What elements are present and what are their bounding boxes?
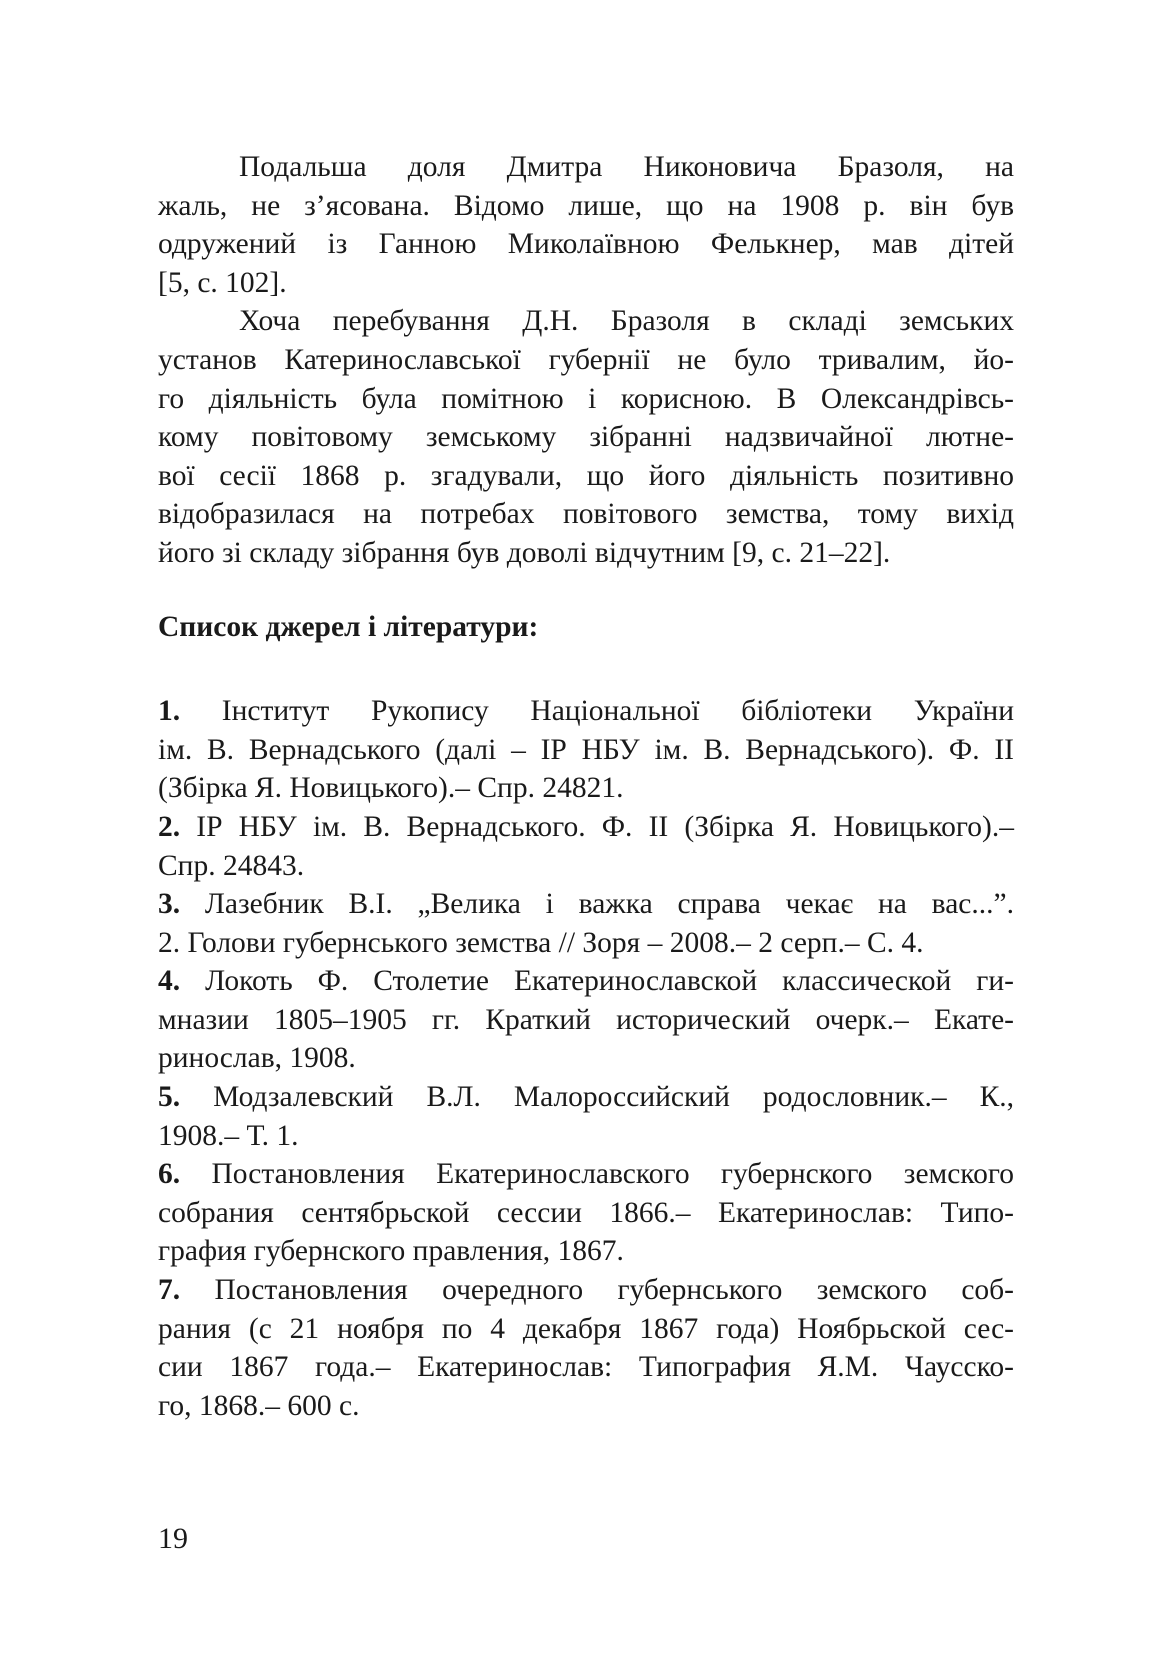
reference-number: 3. (158, 888, 181, 921)
text-line: 1908.– Т. 1. (158, 1119, 299, 1152)
reference-number: 7. (158, 1274, 181, 1307)
reference-item (158, 1155, 1014, 1271)
text-line: го, 1868.– 600 с. (158, 1389, 360, 1422)
text-line: 2. Голови губернського земства // Зоря – 2008.– 2 серп.– С. 4. (158, 926, 924, 959)
reference-text: Постановления очередного губернського земского соб- (180, 1274, 1014, 1307)
text-line: Подальша доля Дмитра Никоновича Бразоля, на (239, 151, 1014, 183)
reference-text: Модзалевский В.Л. Малороссийский родословник.– К., (180, 1081, 1014, 1114)
text-line: установ Катеринославської губернії не було тривалим, йо- (158, 343, 1014, 376)
body-paragraph (158, 148, 1014, 302)
reference-text: Лазебник В.І. „Велика і важка справа чекає на вас...”. (180, 888, 1014, 921)
reference-text: Інститут Рукопису Національної бібліотеки України (180, 695, 1014, 728)
text-line: вої сесії 1868 р. згадували, що його діяльність позитивно (158, 459, 1014, 492)
references-heading: Список джерел і літератури: (158, 610, 539, 643)
text-line: відобразилася на потребах повітового земства, тому вихід (158, 498, 1014, 531)
reference-item (158, 1271, 1014, 1425)
text-line: сии 1867 года.– Екатеринослав: Типография Я.М. Чаусско- (158, 1351, 1014, 1384)
reference-text: Постановления Екатеринославского губернского земского (180, 1158, 1014, 1191)
text-line: (Збірка Я. Новицького).– Спр. 24821. (158, 772, 624, 805)
text-line: кому повітовому земському зібранні надзвичайної лютне- (158, 421, 1014, 454)
text-line: жаль, не з’ясована. Відомо лише, що на 1908 р. він був (158, 189, 1014, 222)
reference-text: ІР НБУ ім. В. Вернадського. Ф. ІІ (Збірка Я. Новицького).– (180, 810, 1014, 843)
text-line: рания (с 21 ноября по 4 декабря 1867 года) Ноябрьской сес- (158, 1312, 1014, 1345)
reference-text: Локоть Ф. Столетие Екатеринославской классической ги- (180, 965, 1014, 998)
text-line: ім. В. Вернадського (далі – ІР НБУ ім. В. Вернадського). Ф. ІІ (158, 733, 1014, 766)
text-line: Хоча перебування Д.Н. Бразоля в складі земських (239, 305, 1014, 338)
body-paragraph (158, 302, 1014, 572)
reference-item (158, 962, 1014, 1078)
page-content (158, 148, 1014, 1425)
text-line: го діяльність була помітною і корисною. В Олександрівсь- (158, 382, 1014, 415)
text-line: Спр. 24843. (158, 849, 305, 882)
text-line: одружений із Ганною Миколаївною Фелькнер, мав дітей (158, 228, 1014, 261)
reference-number: 4. (158, 965, 181, 998)
text-line: [5, с. 102]. (158, 266, 287, 299)
reference-item (158, 808, 1014, 885)
reference-number: 5. (158, 1081, 181, 1114)
reference-item (158, 1078, 1014, 1155)
page-number: 19 (158, 1522, 188, 1555)
reference-number: 1. (158, 695, 181, 728)
text-line: собрания сентябрьской сессии 1866.– Екатеринослав: Типо- (158, 1196, 1014, 1229)
reference-item (158, 692, 1014, 808)
text-line: графия губернского правления, 1867. (158, 1235, 624, 1268)
reference-item (158, 885, 1014, 962)
text-line: мназии 1805–1905 гг. Краткий исторический очерк.– Екате- (158, 1003, 1014, 1036)
text-line: ринослав, 1908. (158, 1042, 356, 1075)
reference-number: 2. (158, 810, 181, 843)
reference-number: 6. (158, 1158, 181, 1191)
text-line: його зі складу зібрання був доволі відчутним [9, с. 21–22]. (158, 536, 891, 569)
